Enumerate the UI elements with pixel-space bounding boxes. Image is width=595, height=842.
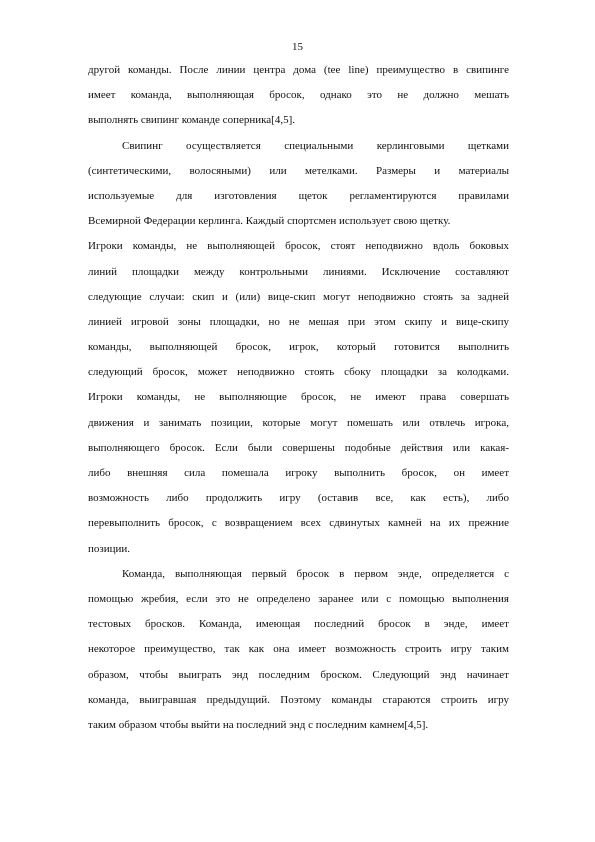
text-line: движения и занимать позиции, которые могут помешать или отвлечь игрока, — [88, 416, 509, 429]
text-line: используемые для изготовления щеток регламентируются правилами — [88, 189, 509, 202]
text-line: выполнять свипинг команде соперника[4,5]. — [88, 114, 295, 127]
paragraph-2 — [88, 134, 509, 235]
text-line: следующие случаи: скип и (или) вице-скип могут неподвижно стоять за задней — [88, 290, 509, 303]
text-line: линий площадки между контрольными линиями. Исключение составляют — [88, 265, 509, 278]
text-line: команда, выигравшая предыдущий. Поэтому команды стараются строить игру — [88, 693, 509, 706]
text-line: Свипинг осуществляется специальными керлинговыми щетками — [122, 139, 509, 152]
text-line: Команда, выполняющая первый бросок в первом энде, определяется с — [122, 567, 509, 580]
text-line: некоторое преимущество, так как она имеет возможность строить игру таким — [88, 643, 509, 656]
text-line: следующий бросок, может неподвижно стоять сбоку площадки за колодками. — [88, 366, 509, 379]
text-line: линией игровой зоны площадки, но не мешая при этом скипу и вице-скипу — [88, 315, 509, 328]
text-line: другой команды. После линии центра дома (tee line) преимущество в свипинге — [88, 64, 509, 76]
text-line: Всемирной Федерации керлинга. Каждый спортсмен использует свою щетку. — [88, 215, 451, 228]
text-line: выполняющего бросок. Если были совершены подобные действия или какая- — [88, 441, 509, 454]
text-line: Игроки команды, не выполняющей бросок, стоят неподвижно вдоль боковых — [88, 240, 509, 253]
text-line: имеет команда, выполняющая бросок, однако это не должно мешать — [88, 89, 509, 102]
text-line: позиции. — [88, 542, 131, 555]
body-text — [88, 58, 509, 738]
text-line: тестовых бросков. Команда, имеющая последний бросок в энде, имеет — [88, 618, 509, 631]
text-line: перевыполнить бросок, с возвращением всех сдвинутых камней на их прежние — [88, 517, 509, 530]
text-line: Игроки команды, не выполняющие бросок, не имеют права совершать — [88, 391, 509, 404]
text-line: возможность либо продолжить игру (оставив все, как есть), либо — [88, 492, 509, 505]
text-line: команды, выполняющей бросок, игрок, который готовится выполнить — [88, 341, 509, 354]
page-number: 15 — [292, 41, 303, 53]
paragraph-3 — [88, 234, 509, 561]
text-line: (синтетическими, волосяными) или метелками. Размеры и материалы — [88, 164, 509, 177]
text-line: образом, чтобы выиграть энд последним броском. Следующий энд начинает — [88, 668, 509, 681]
text-line: помощью жребия, если это не определено заранее или с помощью выполнения — [88, 592, 509, 605]
paragraph-4 — [88, 562, 509, 738]
paragraph-1 — [88, 58, 509, 134]
text-line: таким образом чтобы выйти на последний энд с последним камнем[4,5]. — [88, 718, 429, 731]
text-line: либо внешняя сила помешала игроку выполнить бросок, он имеет — [88, 467, 509, 479]
